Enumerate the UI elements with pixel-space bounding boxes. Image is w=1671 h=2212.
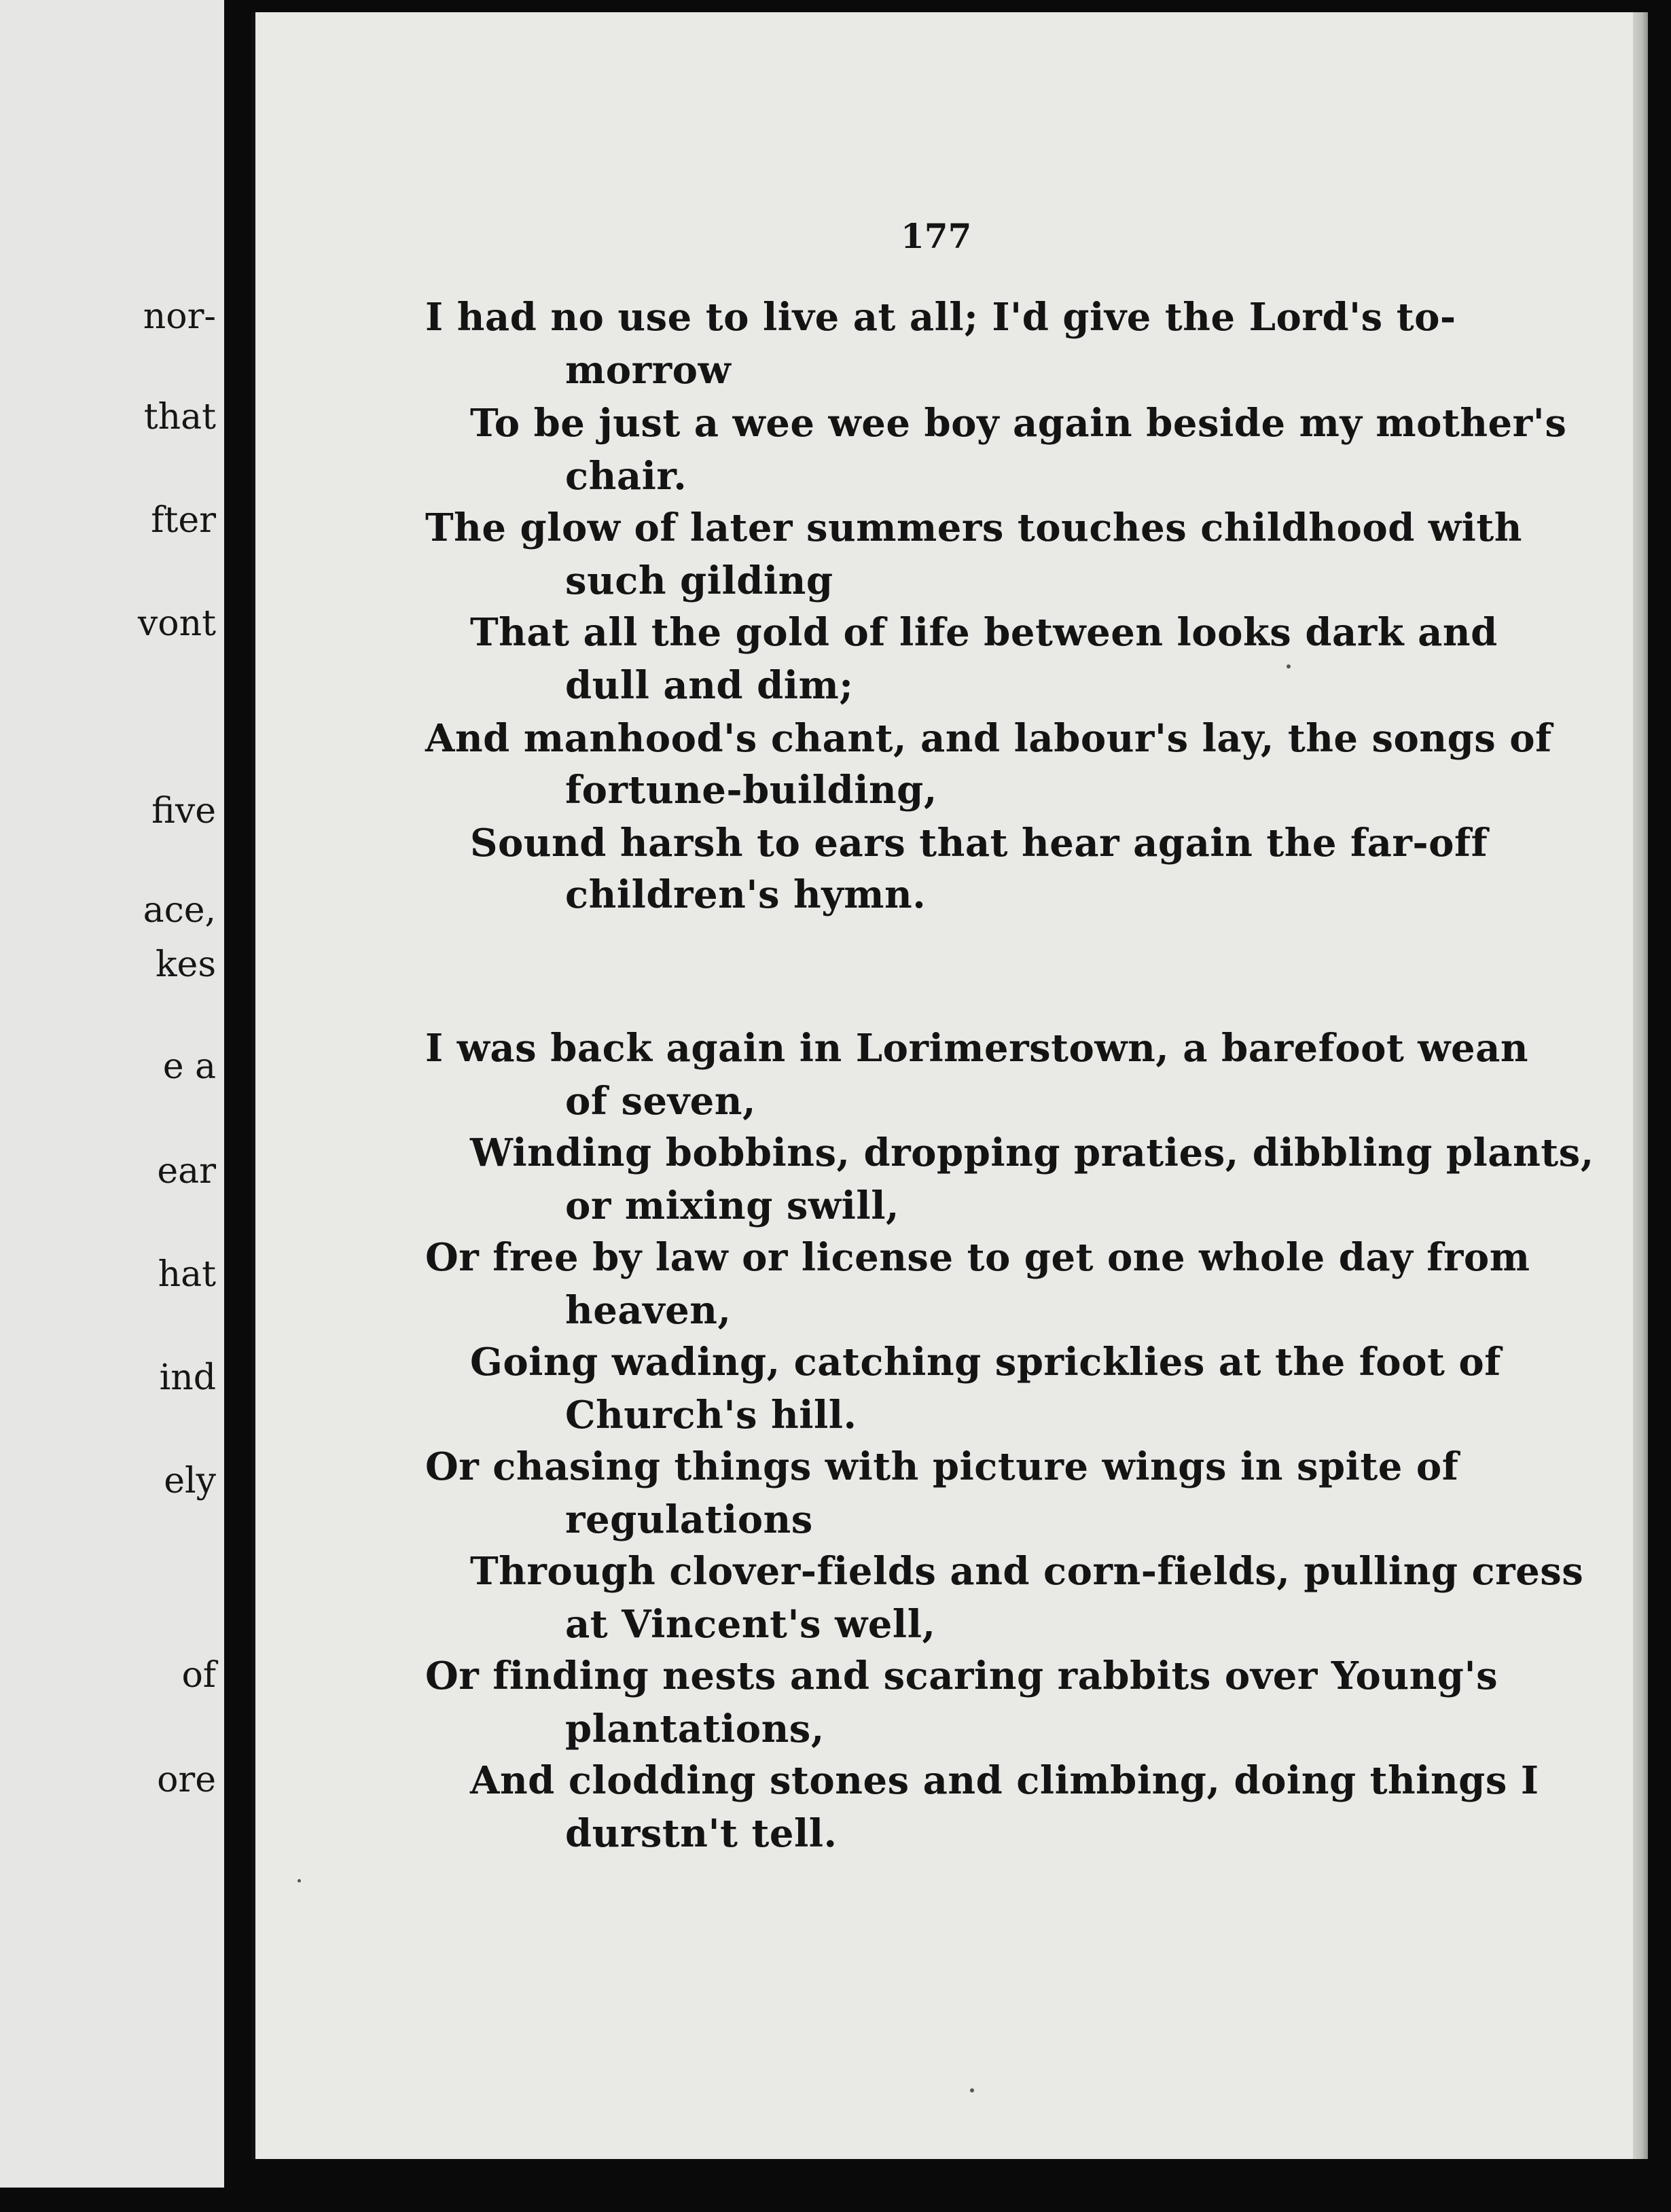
facing-page-fragment: ind [159,1357,216,1398]
facing-page-fragment: ace, [143,890,216,931]
poem-line: durstn't tell. [565,1811,838,1856]
facing-page-fragment: fter [151,500,216,541]
poem-line: heaven, [565,1288,732,1333]
facing-page-fragment: vont [137,603,216,644]
poem-line: Through clover-fields and corn-fields, pulling cress [470,1549,1584,1594]
print-speck [1287,664,1291,668]
facing-page [0,0,227,2188]
book-page [251,12,1648,2159]
facing-page-fragment: of [181,1655,216,1696]
facing-page-fragment: ely [164,1461,216,1501]
poem-line: children's hymn. [565,872,927,917]
poem-line: morrow [565,348,732,393]
poem-line: I had no use to live at all; I'd give the Lord's to- [425,295,1456,340]
facing-page-fragment: ear [157,1151,216,1192]
print-speck [970,2088,974,2092]
poem-line: dull and dim; [565,663,854,708]
poem-line: fortune-building, [565,768,937,813]
poem-line: such gilding [565,558,833,603]
facing-page-fragment: kes [156,944,216,985]
poem-line: And manhood's chant, and labour's lay, the songs of [425,716,1552,761]
poem-line: Or free by law or license to get one whole day from [425,1235,1530,1280]
poem-line: or mixing swill, [565,1183,899,1228]
poem-line: I was back again in Lorimerstown, a barefoot wean [425,1026,1529,1071]
print-speck [298,1879,301,1883]
poem-line: The glow of later summers touches childhood with [425,505,1522,550]
poem-line: To be just a wee wee boy again beside my mother's [470,401,1567,446]
poem-line: plantations, [565,1707,825,1751]
facing-page-fragment: nor- [143,296,216,337]
facing-page-fragment: e a [162,1046,216,1087]
poem-line: Sound harsh to ears that hear again the far-off [470,821,1488,866]
facing-page-fragment: five [151,791,216,832]
facing-page-fragment: that [143,397,216,438]
poem-line: That all the gold of life between looks dark and [470,610,1498,655]
page-number: 177 [901,216,972,256]
facing-page-fragment: hat [158,1254,216,1295]
poem-line: And clodding stones and climbing, doing things I [470,1758,1539,1803]
poem-line: regulations [565,1497,813,1542]
poem-line: at Vincent's well, [565,1602,936,1647]
poem-line: chair. [565,454,687,499]
poem-line: Church's hill. [565,1393,857,1438]
poem-line: Or finding nests and scaring rabbits over Young's [425,1654,1498,1698]
page-edge [1633,12,1648,2159]
poem-line: Going wading, catching spricklies at the foot of [470,1340,1501,1385]
poem-line: Winding bobbins, dropping praties, dibbling plants, [470,1130,1594,1175]
poem-line: of seven, [565,1079,756,1124]
book-gutter [224,0,251,2188]
facing-page-fragment: ore [157,1760,216,1800]
poem-line: Or chasing things with picture wings in spite of [425,1444,1459,1489]
